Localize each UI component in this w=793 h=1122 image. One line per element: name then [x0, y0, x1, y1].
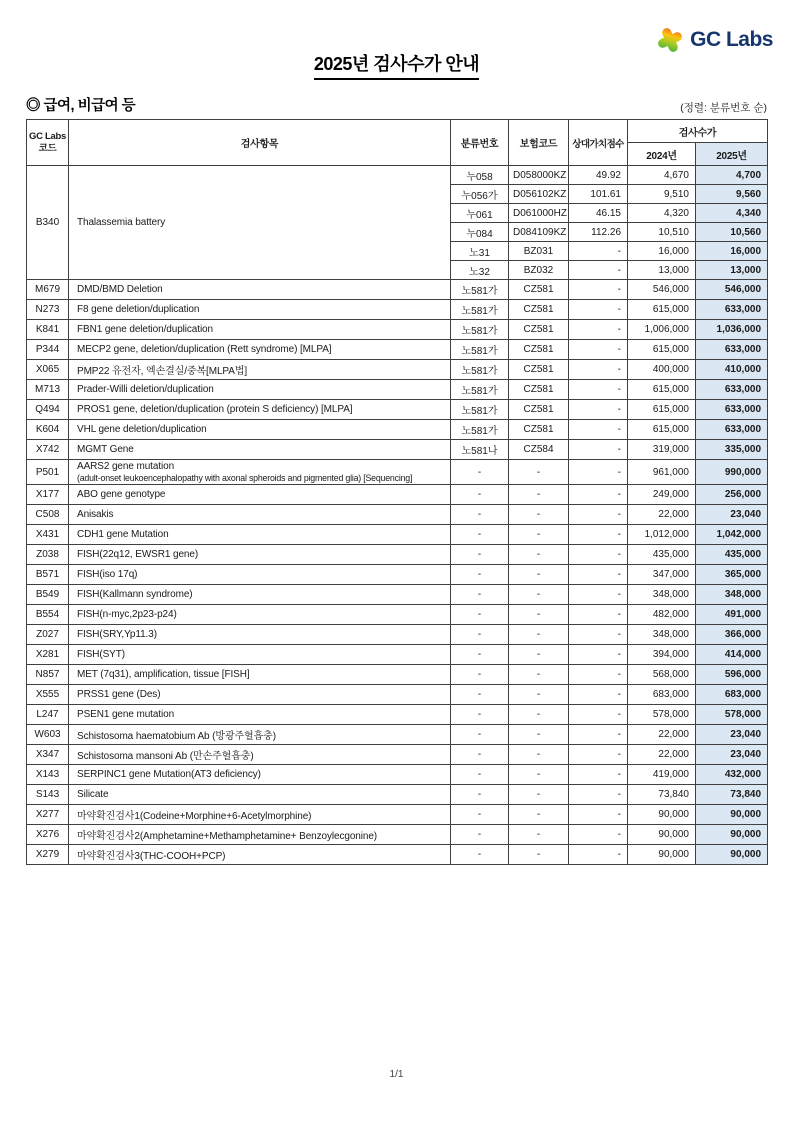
page-title: 2025년 검사수가 안내	[314, 50, 479, 80]
cell-code: X277	[27, 805, 69, 825]
cell-class-no: 노581가	[451, 420, 509, 440]
cell-class-no: 노581가	[451, 300, 509, 320]
cell-ins-code: -	[509, 525, 569, 545]
cell-y2024: 90,000	[628, 845, 696, 865]
cell-y2024: 578,000	[628, 705, 696, 725]
cell-ins-code: CZ581	[509, 340, 569, 360]
cell-score: -	[569, 565, 628, 585]
cell-score: -	[569, 460, 628, 485]
cell-y2024: 1,006,000	[628, 320, 696, 340]
cell-ins-code: -	[509, 725, 569, 745]
cell-item: Silicate	[69, 785, 451, 805]
table-row	[27, 505, 768, 525]
cell-item-line: (adult-onset leukoencephalopathy with axonal spheroids and pigmented glia) [Sequencing]	[77, 473, 413, 483]
cell-y2025: 633,000	[696, 300, 768, 320]
cell-y2024: 90,000	[628, 825, 696, 845]
cell-score: -	[569, 605, 628, 625]
cell-y2025: 990,000	[696, 460, 768, 485]
cell-item: VHL gene deletion/duplication	[69, 420, 451, 440]
cell-y2024: 249,000	[628, 485, 696, 505]
cell-score: -	[569, 645, 628, 665]
cell-class-no: 노32	[451, 261, 509, 280]
table-row	[27, 400, 768, 420]
cell-class-no: 노581나	[451, 440, 509, 460]
cell-score: -	[569, 585, 628, 605]
cell-item: FISH(SYT)	[69, 645, 451, 665]
table-row	[27, 545, 768, 565]
cell-y2025: 410,000	[696, 360, 768, 380]
cell-code: P344	[27, 340, 69, 360]
cell-y2025: 23,040	[696, 745, 768, 765]
cell-code: L247	[27, 705, 69, 725]
cell-score: -	[569, 625, 628, 645]
cell-y2024: 683,000	[628, 685, 696, 705]
table-row	[27, 845, 768, 865]
cell-ins-code: D084109KZ	[509, 223, 569, 242]
cell-y2025: 4,700	[696, 166, 768, 185]
cell-item: Prader-Willi deletion/duplication	[69, 380, 451, 400]
cell-y2024: 435,000	[628, 545, 696, 565]
section-title: ◎ 급여, 비급여 등	[26, 98, 136, 114]
gc-cross-icon	[656, 26, 684, 54]
cell-item: PSEN1 gene mutation	[69, 705, 451, 725]
cell-class-no: 누058	[451, 166, 509, 185]
section-bar	[26, 94, 767, 115]
cell-class-no: -	[451, 545, 509, 565]
cell-score: -	[569, 785, 628, 805]
cell-y2025: 256,000	[696, 485, 768, 505]
cell-y2025: 365,000	[696, 565, 768, 585]
cell-y2025: 348,000	[696, 585, 768, 605]
cell-y2024: 615,000	[628, 380, 696, 400]
cell-y2025: 23,040	[696, 505, 768, 525]
col-header-score: 상대가치점수	[569, 120, 628, 166]
cell-score: -	[569, 705, 628, 725]
cell-item: PRSS1 gene (Des)	[69, 685, 451, 705]
col-header-2025: 2025년	[696, 143, 768, 166]
cell-code: B571	[27, 565, 69, 585]
cell-y2024: 4,670	[628, 166, 696, 185]
cell-y2025: 1,036,000	[696, 320, 768, 340]
cell-y2025: 633,000	[696, 400, 768, 420]
cell-y2025: 4,340	[696, 204, 768, 223]
cell-y2025: 683,000	[696, 685, 768, 705]
table-row	[27, 745, 768, 765]
cell-class-no: -	[451, 745, 509, 765]
cell-item: CDH1 gene Mutation	[69, 525, 451, 545]
table-row	[27, 665, 768, 685]
table-row	[27, 625, 768, 645]
cell-y2024: 400,000	[628, 360, 696, 380]
cell-y2024: 319,000	[628, 440, 696, 460]
cell-code: C508	[27, 505, 69, 525]
cell-score: -	[569, 725, 628, 745]
cell-class-no: 노581가	[451, 380, 509, 400]
cell-score: -	[569, 320, 628, 340]
cell-code: K604	[27, 420, 69, 440]
cell-class-no: -	[451, 705, 509, 725]
cell-code: X065	[27, 360, 69, 380]
table-row	[27, 380, 768, 400]
col-header-gclabs-code	[27, 120, 69, 166]
cell-class-no: 노581가	[451, 400, 509, 420]
cell-y2025: 9,560	[696, 185, 768, 204]
cell-ins-code: -	[509, 565, 569, 585]
cell-y2024: 22,000	[628, 725, 696, 745]
cell-score: -	[569, 845, 628, 865]
cell-y2024: 22,000	[628, 745, 696, 765]
cell-ins-code: -	[509, 665, 569, 685]
cell-class-no: -	[451, 825, 509, 845]
cell-ins-code: -	[509, 745, 569, 765]
cell-item: PMP22 유전자, 엑손결실/중복[MLPA법]	[69, 360, 451, 380]
cell-ins-code: -	[509, 460, 569, 485]
table-row	[27, 525, 768, 545]
cell-score: -	[569, 261, 628, 280]
cell-y2024: 347,000	[628, 565, 696, 585]
cell-y2025: 432,000	[696, 765, 768, 785]
table-row	[27, 485, 768, 505]
cell-score: 101.61	[569, 185, 628, 204]
cell-class-no: -	[451, 665, 509, 685]
cell-item	[69, 460, 451, 485]
cell-ins-code: CZ584	[509, 440, 569, 460]
cell-item: F8 gene deletion/duplication	[69, 300, 451, 320]
cell-y2024: 615,000	[628, 400, 696, 420]
cell-item: SERPINC1 gene Mutation(AT3 deficiency)	[69, 765, 451, 785]
cell-code: B340	[27, 166, 69, 280]
cell-score: -	[569, 440, 628, 460]
cell-y2024: 615,000	[628, 420, 696, 440]
cell-class-no: -	[451, 785, 509, 805]
cell-item: Thalassemia battery	[69, 166, 451, 280]
cell-ins-code: CZ581	[509, 380, 569, 400]
cell-y2024: 73,840	[628, 785, 696, 805]
cell-score: -	[569, 242, 628, 261]
cell-score: -	[569, 300, 628, 320]
cell-score: 46.15	[569, 204, 628, 223]
cell-y2024: 961,000	[628, 460, 696, 485]
cell-code: X276	[27, 825, 69, 845]
gc-labs-logo	[656, 26, 773, 54]
cell-score: -	[569, 380, 628, 400]
cell-y2025: 414,000	[696, 645, 768, 665]
price-table	[26, 119, 768, 865]
page-number: 1/1	[389, 1069, 404, 1080]
cell-class-no: -	[451, 605, 509, 625]
cell-class-no: 노581가	[451, 360, 509, 380]
cell-code: X347	[27, 745, 69, 765]
cell-score: -	[569, 485, 628, 505]
cell-item: DMD/BMD Deletion	[69, 280, 451, 300]
cell-ins-code: D056102KZ	[509, 185, 569, 204]
cell-class-no: 누084	[451, 223, 509, 242]
cell-y2025: 16,000	[696, 242, 768, 261]
cell-score: 112.26	[569, 223, 628, 242]
cell-y2025: 1,042,000	[696, 525, 768, 545]
cell-code: B554	[27, 605, 69, 625]
cell-code: K841	[27, 320, 69, 340]
cell-class-no: -	[451, 505, 509, 525]
cell-ins-code: -	[509, 805, 569, 825]
table-row	[27, 585, 768, 605]
table-row	[27, 440, 768, 460]
cell-score: -	[569, 685, 628, 705]
cell-y2025: 366,000	[696, 625, 768, 645]
cell-class-no: -	[451, 485, 509, 505]
cell-y2025: 90,000	[696, 825, 768, 845]
cell-y2024: 4,320	[628, 204, 696, 223]
cell-y2025: 23,040	[696, 725, 768, 745]
cell-score: -	[569, 360, 628, 380]
cell-code: S143	[27, 785, 69, 805]
cell-code: X281	[27, 645, 69, 665]
cell-code: Z027	[27, 625, 69, 645]
cell-item: Anisakis	[69, 505, 451, 525]
cell-item: Schistosoma mansoni Ab (만손주혈흡충)	[69, 745, 451, 765]
cell-class-no: 노581가	[451, 320, 509, 340]
cell-ins-code: D058000KZ	[509, 166, 569, 185]
logo-text: GC Labs	[690, 28, 773, 51]
cell-score: -	[569, 825, 628, 845]
cell-y2025: 491,000	[696, 605, 768, 625]
cell-score: -	[569, 665, 628, 685]
table-row	[27, 725, 768, 745]
col-header-2024: 2024년	[628, 143, 696, 166]
cell-item: FBN1 gene deletion/duplication	[69, 320, 451, 340]
cell-ins-code: -	[509, 705, 569, 725]
cell-score: -	[569, 400, 628, 420]
table-row	[27, 785, 768, 805]
cell-y2025: 335,000	[696, 440, 768, 460]
sort-note: (정렬: 분류번호 순)	[680, 102, 767, 114]
table-row	[27, 166, 768, 185]
cell-ins-code: D061000HZ	[509, 204, 569, 223]
cell-ins-code: -	[509, 785, 569, 805]
cell-y2024: 13,000	[628, 261, 696, 280]
cell-code: Z038	[27, 545, 69, 565]
table-row	[27, 300, 768, 320]
cell-class-no: 노581가	[451, 280, 509, 300]
cell-class-no: 노31	[451, 242, 509, 261]
cell-class-no: 누056가	[451, 185, 509, 204]
table-row	[27, 565, 768, 585]
cell-ins-code: CZ581	[509, 320, 569, 340]
cell-item: FISH(Kallmann syndrome)	[69, 585, 451, 605]
cell-item: FISH(22q12, EWSR1 gene)	[69, 545, 451, 565]
cell-ins-code: -	[509, 625, 569, 645]
cell-y2024: 348,000	[628, 585, 696, 605]
table-row	[27, 825, 768, 845]
cell-y2024: 546,000	[628, 280, 696, 300]
cell-y2024: 10,510	[628, 223, 696, 242]
cell-class-no: -	[451, 765, 509, 785]
cell-ins-code: CZ581	[509, 300, 569, 320]
cell-ins-code: -	[509, 585, 569, 605]
cell-code: M679	[27, 280, 69, 300]
cell-item: MET (7q31), amplification, tissue [FISH]	[69, 665, 451, 685]
cell-y2024: 16,000	[628, 242, 696, 261]
cell-y2024: 615,000	[628, 300, 696, 320]
cell-y2024: 22,000	[628, 505, 696, 525]
cell-ins-code: -	[509, 485, 569, 505]
cell-class-no: -	[451, 685, 509, 705]
cell-y2025: 13,000	[696, 261, 768, 280]
cell-class-no: 노581가	[451, 340, 509, 360]
cell-item: FISH(SRY,Yp11.3)	[69, 625, 451, 645]
table-row	[27, 765, 768, 785]
cell-ins-code: -	[509, 765, 569, 785]
cell-score: -	[569, 280, 628, 300]
cell-y2025: 73,840	[696, 785, 768, 805]
cell-code: W603	[27, 725, 69, 745]
cell-ins-code: -	[509, 825, 569, 845]
cell-y2025: 90,000	[696, 845, 768, 865]
cell-y2024: 568,000	[628, 665, 696, 685]
cell-code: X143	[27, 765, 69, 785]
cell-ins-code: BZ031	[509, 242, 569, 261]
cell-class-no: -	[451, 725, 509, 745]
cell-ins-code: CZ581	[509, 280, 569, 300]
cell-ins-code: BZ032	[509, 261, 569, 280]
cell-class-no: -	[451, 585, 509, 605]
cell-y2024: 1,012,000	[628, 525, 696, 545]
table-row	[27, 705, 768, 725]
cell-y2024: 615,000	[628, 340, 696, 360]
cell-item: Schistosoma haematobium Ab (방광주혈흡충)	[69, 725, 451, 745]
cell-code: B549	[27, 585, 69, 605]
cell-class-no: -	[451, 805, 509, 825]
cell-code: N857	[27, 665, 69, 685]
cell-ins-code: -	[509, 605, 569, 625]
cell-item: MECP2 gene, deletion/duplication (Rett syndrome) [MLPA]	[69, 340, 451, 360]
cell-y2024: 394,000	[628, 645, 696, 665]
cell-class-no: 누061	[451, 204, 509, 223]
cell-ins-code: -	[509, 505, 569, 525]
cell-ins-code: CZ581	[509, 420, 569, 440]
cell-code: X742	[27, 440, 69, 460]
cell-y2024: 90,000	[628, 805, 696, 825]
cell-y2024: 348,000	[628, 625, 696, 645]
price-table-body	[27, 166, 768, 865]
cell-code: Q494	[27, 400, 69, 420]
table-row	[27, 360, 768, 380]
cell-score: -	[569, 340, 628, 360]
cell-item: 마약확진검사1(Codeine+Morphine+6-Acetylmorphine)	[69, 805, 451, 825]
table-row	[27, 460, 768, 485]
table-row	[27, 805, 768, 825]
col-header-class-no: 분류번호	[451, 120, 509, 166]
table-row	[27, 280, 768, 300]
cell-item: MGMT Gene	[69, 440, 451, 460]
cell-item: FISH(n-myc,2p23-p24)	[69, 605, 451, 625]
col-header-item: 검사항목	[69, 120, 451, 166]
col-header-price: 검사수가	[628, 120, 768, 143]
cell-score: -	[569, 545, 628, 565]
cell-item-line: AARS2 gene mutation	[77, 461, 175, 472]
cell-class-no: -	[451, 845, 509, 865]
cell-class-no: -	[451, 625, 509, 645]
table-row	[27, 645, 768, 665]
cell-ins-code: -	[509, 545, 569, 565]
cell-item: 마약확진검사3(THC-COOH+PCP)	[69, 845, 451, 865]
header-row-1	[27, 120, 768, 143]
table-row	[27, 420, 768, 440]
cell-score: -	[569, 765, 628, 785]
cell-item: ABO gene genotype	[69, 485, 451, 505]
cell-code: X177	[27, 485, 69, 505]
cell-code: N273	[27, 300, 69, 320]
cell-y2025: 435,000	[696, 545, 768, 565]
cell-code: X431	[27, 525, 69, 545]
price-table-header	[27, 120, 768, 166]
cell-y2025: 546,000	[696, 280, 768, 300]
cell-y2025: 578,000	[696, 705, 768, 725]
cell-y2024: 419,000	[628, 765, 696, 785]
table-row	[27, 685, 768, 705]
table-row	[27, 340, 768, 360]
cell-ins-code: CZ581	[509, 360, 569, 380]
cell-class-no: -	[451, 565, 509, 585]
cell-y2025: 10,560	[696, 223, 768, 242]
cell-ins-code: -	[509, 845, 569, 865]
table-row	[27, 320, 768, 340]
cell-code: P501	[27, 460, 69, 485]
cell-y2024: 482,000	[628, 605, 696, 625]
cell-class-no: -	[451, 525, 509, 545]
cell-item: PROS1 gene, deletion/duplication (protein S deficiency) [MLPA]	[69, 400, 451, 420]
cell-y2024: 9,510	[628, 185, 696, 204]
cell-y2025: 633,000	[696, 340, 768, 360]
cell-item: 마약확진검사2(Amphetamine+Methamphetamine+ Benzoylecgonine)	[69, 825, 451, 845]
cell-score: -	[569, 525, 628, 545]
cell-score: -	[569, 505, 628, 525]
cell-ins-code: -	[509, 645, 569, 665]
cell-item: FISH(iso 17q)	[69, 565, 451, 585]
cell-y2025: 633,000	[696, 420, 768, 440]
cell-score: -	[569, 805, 628, 825]
cell-score: -	[569, 745, 628, 765]
cell-y2025: 90,000	[696, 805, 768, 825]
table-row	[27, 605, 768, 625]
cell-code: X279	[27, 845, 69, 865]
cell-code: M713	[27, 380, 69, 400]
cell-y2025: 633,000	[696, 380, 768, 400]
cell-score: -	[569, 420, 628, 440]
col-header-code-line2: 코드	[38, 142, 57, 154]
cell-y2025: 596,000	[696, 665, 768, 685]
cell-score: 49.92	[569, 166, 628, 185]
cell-ins-code: CZ581	[509, 400, 569, 420]
cell-class-no: -	[451, 460, 509, 485]
cell-class-no: -	[451, 645, 509, 665]
cell-code: X555	[27, 685, 69, 705]
col-header-code-line1: GC Labs	[29, 130, 66, 142]
cell-ins-code: -	[509, 685, 569, 705]
col-header-ins-code: 보험코드	[509, 120, 569, 166]
